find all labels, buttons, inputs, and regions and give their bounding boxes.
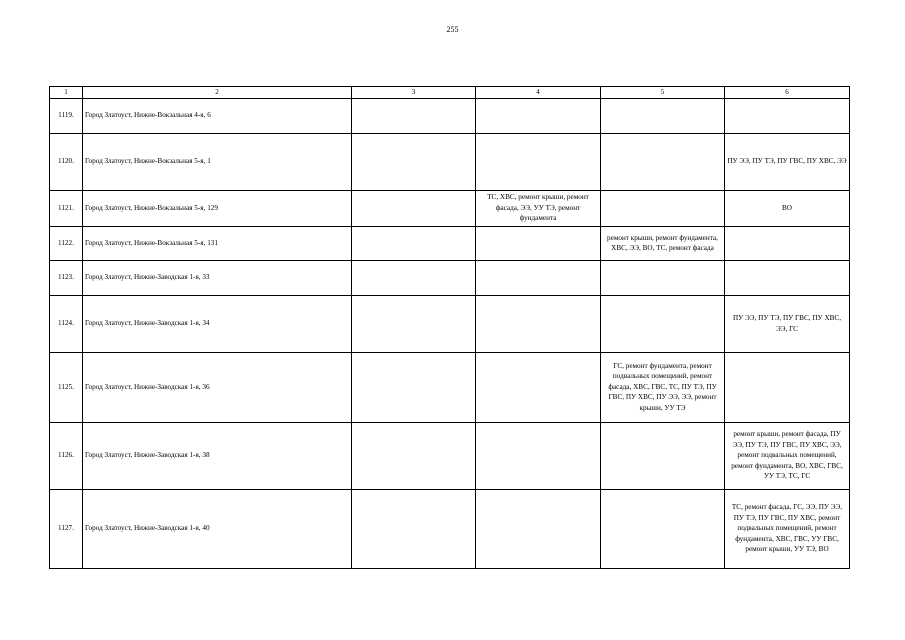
row-address: Город Златоуст, Нижне-Вокзальная 5-я, 1 bbox=[83, 133, 352, 190]
row-col4 bbox=[476, 352, 601, 422]
row-col3 bbox=[352, 190, 476, 226]
row-col4 bbox=[476, 133, 601, 190]
row-number: 1127. bbox=[50, 489, 83, 568]
row-number: 1120. bbox=[50, 133, 83, 190]
table-row bbox=[50, 295, 850, 352]
row-col5 bbox=[601, 133, 725, 190]
row-number: 1123. bbox=[50, 260, 83, 295]
row-col6: ПУ ЭЭ, ПУ ТЭ, ПУ ГВС, ПУ ХВС, ЭЭ bbox=[725, 133, 850, 190]
row-col3 bbox=[352, 133, 476, 190]
column-header-4: 4 bbox=[476, 87, 601, 99]
row-col5 bbox=[601, 98, 725, 133]
row-address: Город Златоуст, Нижне-Заводская 1-я, 40 bbox=[83, 489, 352, 568]
row-col5 bbox=[601, 295, 725, 352]
row-col5 bbox=[601, 260, 725, 295]
works-table bbox=[49, 86, 850, 569]
table-row bbox=[50, 190, 850, 226]
row-col4 bbox=[476, 98, 601, 133]
table-row bbox=[50, 352, 850, 422]
column-header-6: 6 bbox=[725, 87, 850, 99]
row-col5 bbox=[601, 489, 725, 568]
row-number: 1125. bbox=[50, 352, 83, 422]
column-header-1: 1 bbox=[50, 87, 83, 99]
row-col5: ремонт крыши, ремонт фундамента, ХВС, ЭЭ, ВО, ТС, ремонт фасада bbox=[601, 226, 725, 260]
row-col3 bbox=[352, 352, 476, 422]
row-col5 bbox=[601, 190, 725, 226]
row-col4 bbox=[476, 260, 601, 295]
table-row bbox=[50, 422, 850, 489]
row-col6 bbox=[725, 226, 850, 260]
row-col6: ВО bbox=[725, 190, 850, 226]
column-header-3: 3 bbox=[352, 87, 476, 99]
row-col6 bbox=[725, 98, 850, 133]
row-number: 1121. bbox=[50, 190, 83, 226]
row-address: Город Златоуст, Нижне-Заводская 1-я, 33 bbox=[83, 260, 352, 295]
row-col6 bbox=[725, 352, 850, 422]
row-col6: ремонт крыши, ремонт фасада, ПУ ЭЭ, ПУ ТЭ, ПУ ГВС, ПУ ХВС, ЭЭ, ремонт подвальных помещений, ремонт фундамента, ВО, ХВС, ГВС, УУ ТЭ, ТС, ГС bbox=[725, 422, 850, 489]
row-col3 bbox=[352, 226, 476, 260]
row-col3 bbox=[352, 260, 476, 295]
row-col6: ПУ ЭЭ, ПУ ТЭ, ПУ ГВС, ПУ ХВС, ЭЭ, ГС bbox=[725, 295, 850, 352]
row-col3 bbox=[352, 422, 476, 489]
row-address: Город Златоуст, Нижне-Вокзальная 5-я, 129 bbox=[83, 190, 352, 226]
table-row bbox=[50, 133, 850, 190]
row-col4 bbox=[476, 489, 601, 568]
table-row bbox=[50, 226, 850, 260]
page-number: 255 bbox=[446, 25, 459, 34]
row-number: 1124. bbox=[50, 295, 83, 352]
column-header-5: 5 bbox=[601, 87, 725, 99]
row-address: Город Златоуст, Нижне-Вокзальная 4-я, 6 bbox=[83, 98, 352, 133]
row-col6 bbox=[725, 260, 850, 295]
row-col5: ГС, ремонт фундамента, ремонт подвальных помещений, ремонт фасада, ХВС, ГВС, ТС, ПУ ТЭ, ПУ ГВС, ПУ ХВС, ПУ ЭЭ, ЭЭ, ремонт крыши, УУ ТЭ bbox=[601, 352, 725, 422]
table-header-row bbox=[50, 87, 850, 99]
row-number: 1119. bbox=[50, 98, 83, 133]
table-row bbox=[50, 260, 850, 295]
column-header-2: 2 bbox=[83, 87, 352, 99]
row-col4 bbox=[476, 295, 601, 352]
row-number: 1126. bbox=[50, 422, 83, 489]
table-row bbox=[50, 489, 850, 568]
table-row bbox=[50, 98, 850, 133]
row-col3 bbox=[352, 295, 476, 352]
row-number: 1122. bbox=[50, 226, 83, 260]
row-col6: ТС, ремонт фасада, ГС, ЭЭ, ПУ ЭЭ, ПУ ТЭ, ПУ ГВС, ПУ ХВС, ремонт подвальных помещений, ремонт фундамента, ХВС, ГВС, УУ ГВС, ремонт крыши, УУ ТЭ, ВО bbox=[725, 489, 850, 568]
row-address: Город Златоуст, Нижне-Заводская 1-я, 36 bbox=[83, 352, 352, 422]
row-address: Город Златоуст, Нижне-Заводская 1-я, 34 bbox=[83, 295, 352, 352]
row-col3 bbox=[352, 489, 476, 568]
row-col4 bbox=[476, 226, 601, 260]
row-col4: ТС, ХВС, ремонт крыши, ремонт фасада, ЭЭ, УУ ТЭ, ремонт фундамента bbox=[476, 190, 601, 226]
row-col4 bbox=[476, 422, 601, 489]
row-address: Город Златоуст, Нижне-Вокзальная 5-я, 131 bbox=[83, 226, 352, 260]
row-col5 bbox=[601, 422, 725, 489]
row-col3 bbox=[352, 98, 476, 133]
row-address: Город Златоуст, Нижне-Заводская 1-я, 38 bbox=[83, 422, 352, 489]
